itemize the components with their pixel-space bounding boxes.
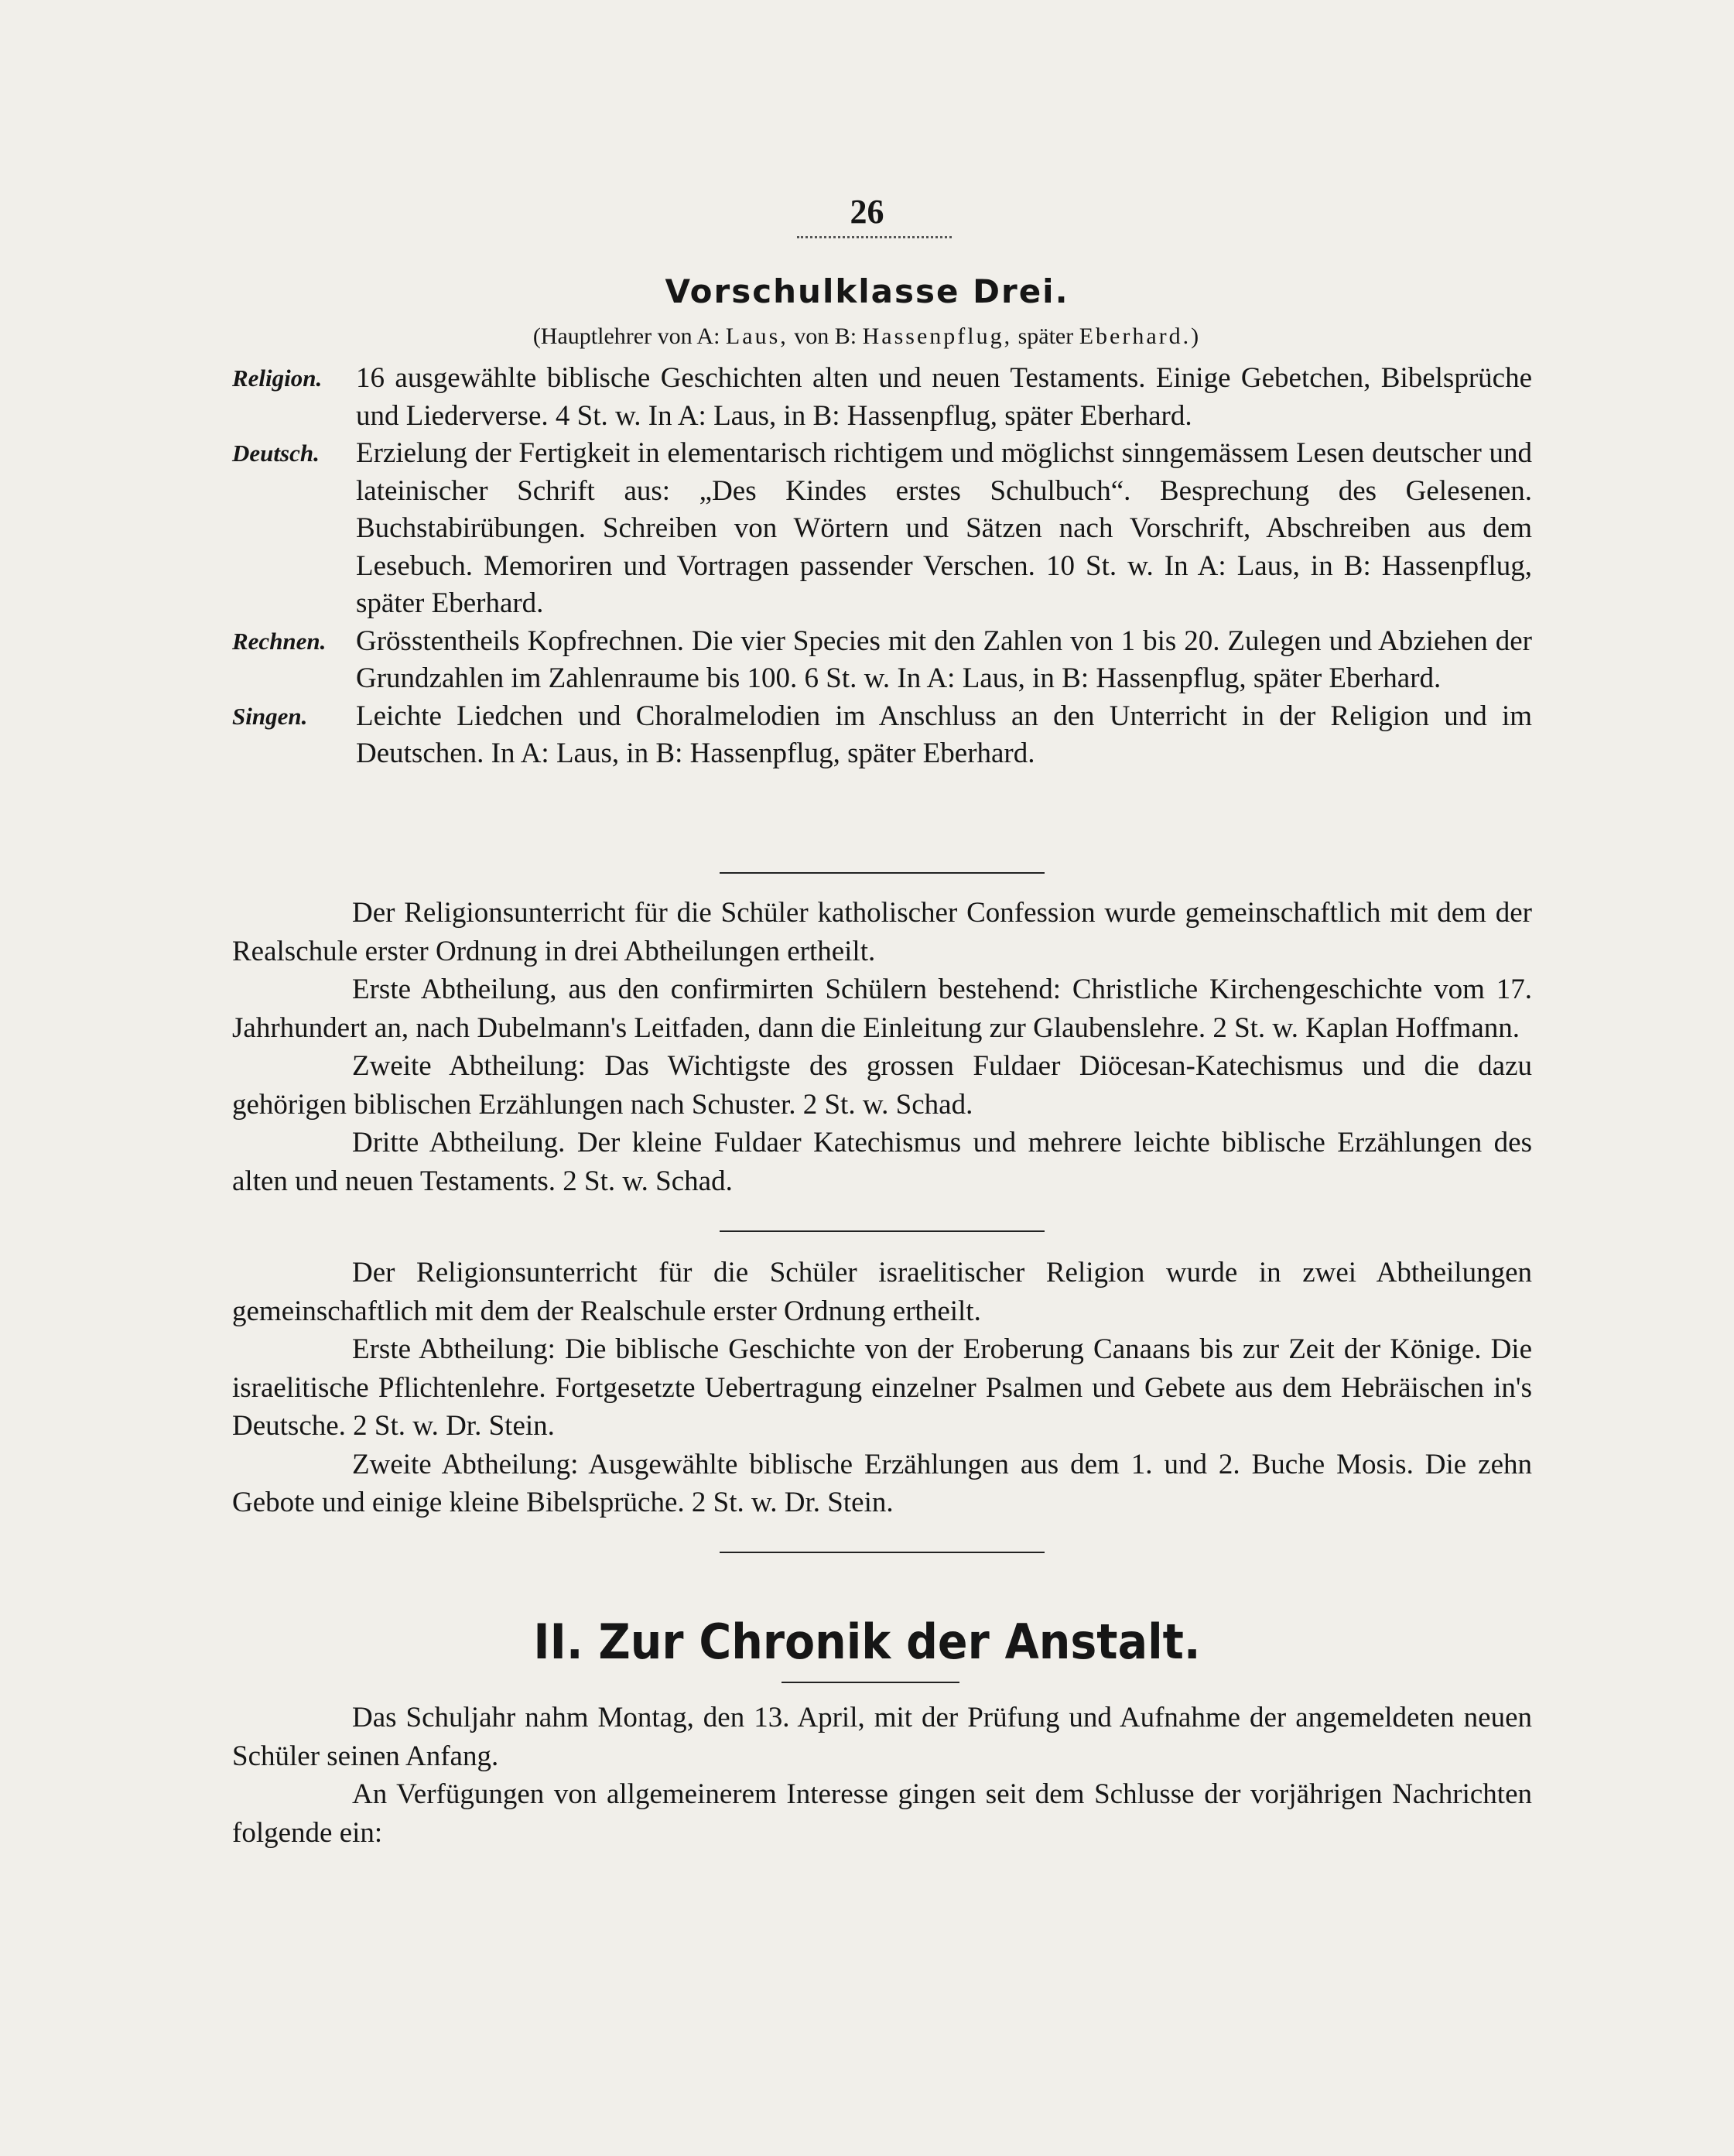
- jewish-level-2: Zweite Abtheilung: Ausgewählte biblische Erzählungen aus dem 1. und 2. Buche Mosis. Die zehn Gebote und einige kleine Bibelsprüche. 2 St. w. Dr. Stein.: [232, 1448, 1532, 1518]
- chronik-section: [232, 1699, 1532, 1852]
- teachers-later: später: [1017, 323, 1074, 349]
- divider-rule: [720, 872, 1045, 874]
- subject-entry-deutsch: [232, 435, 1532, 623]
- catholic-intro: Der Religionsunterricht für die Schüler katholischer Confession wurde gemeinschaftlich mit dem der Realschule erster Ordnung in drei Abtheilungen ertheilt.: [232, 897, 1532, 967]
- title-underline: [781, 1682, 959, 1683]
- chronik-paragraph-2: An Verfügungen von allgemeinerem Interesse gingen seit dem Schlusse der vorjährigen Nachrichten folgende ein:: [232, 1778, 1532, 1849]
- subject-text: Grösstentheils Kopfrechnen. Die vier Species mit den Zahlen von 1 bis 20. Zulegen und Abziehen der Grundzahlen im Zahlenraume bis 100. 6 St. w. In A: Laus, in B: Hassenpflug, später Eberhard.: [356, 625, 1532, 694]
- chronik-paragraph-1: Das Schuljahr nahm Montag, den 13. April, mit der Prüfung und Aufnahme der angemeldeten neuen Schüler seinen Anfang.: [232, 1702, 1532, 1772]
- page-number: 26: [850, 193, 884, 231]
- subject-text: Erzielung der Fertigkeit in elementarisch richtigem und möglichst sinngemässem Lesen deutscher und lateinischer Schrift aus: „Des Kindes erstes Schulbuch“. Besprechung des Gelesenen. Buchstabirübungen. Schreiben von Wörtern und Sätzen nach Vorschrift, Abschreiben aus dem Lesebuch. Memoriren und Vortragen passender Verschen. 10 St. w. In A: Laus, in B: Hassenpflug, später Eberhard.: [356, 437, 1532, 619]
- subject-label: Singen.: [232, 702, 308, 730]
- teacher-c: Eberhard.): [1079, 323, 1202, 349]
- subject-entry-rechnen: [232, 623, 1532, 698]
- jewish-level-1: Erste Abtheilung: Die biblische Geschichte von der Eroberung Canaans bis zur Zeit der Könige. Die israelitische Pflichtenlehre. Fortgesetzte Uebertragung einzelner Psalmen und Gebete aus dem Hebräischen in's Deutsche. 2 St. w. Dr. Stein.: [232, 1333, 1532, 1442]
- catholic-religion-section: [232, 894, 1532, 1200]
- divider-rule: [720, 1230, 1045, 1232]
- divider-rule: [720, 1552, 1045, 1553]
- section-title: Vorschulklasse Drei.: [665, 272, 1069, 310]
- teacher-a: Laus,: [725, 323, 788, 349]
- catholic-level-1: Erste Abtheilung, aus den confirmirten Schülern bestehend: Christliche Kirchengeschichte vom 17. Jahrhundert an, nach Dubelmann's Leitfaden, dann die Einleitung zur Glaubenslehre. 2 St. w. Kaplan Hoffmann.: [232, 974, 1532, 1044]
- jewish-intro: Der Religionsunterricht für die Schüler israelitischer Religion wurde in zwei Abtheilungen gemeinschaftlich mit dem der Realschule erster Ordnung ertheilt.: [232, 1257, 1532, 1327]
- subject-label: Rechnen.: [232, 627, 327, 655]
- subject-list: [232, 360, 1532, 773]
- page-number-ornament: [797, 236, 952, 238]
- teachers-prefix: (Hauptlehrer von A:: [532, 323, 720, 349]
- subject-label: Deutsch.: [232, 440, 320, 467]
- subject-entry-religion: [232, 360, 1532, 435]
- subject-entry-singen: [232, 698, 1532, 773]
- teachers-line: [0, 323, 1734, 350]
- subject-text: 16 ausgewählte biblische Geschichten alten und neuen Testaments. Einige Gebetchen, Bibelsprüche und Liederverse. 4 St. w. In A: Laus, in B: Hassenpflug, später Eberhard.: [356, 362, 1532, 432]
- teachers-mid: von B:: [794, 323, 857, 349]
- subject-label: Religion.: [232, 364, 323, 392]
- chronik-title: II. Zur Chronik der Anstalt.: [533, 1614, 1201, 1670]
- catholic-level-3: Dritte Abtheilung. Der kleine Fuldaer Katechismus und mehrere leichte biblische Erzählungen des alten und neuen Testaments. 2 St. w. Schad.: [232, 1127, 1532, 1197]
- jewish-religion-section: [232, 1254, 1532, 1522]
- subject-text: Leichte Liedchen und Choralmelodien im Anschluss an den Unterricht in der Religion und im Deutschen. In A: Laus, in B: Hassenpflug, später Eberhard.: [356, 700, 1532, 769]
- teacher-b: Hassenpflug,: [862, 323, 1013, 349]
- catholic-level-2: Zweite Abtheilung: Das Wichtigste des grossen Fuldaer Diöcesan-Katechismus und die dazu gehörigen biblischen Erzählungen nach Schuster. 2 St. w. Schad.: [232, 1050, 1532, 1121]
